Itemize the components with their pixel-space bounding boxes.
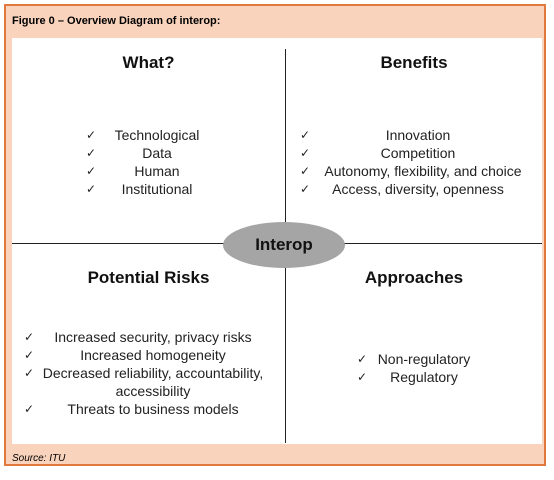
list-item: ✓ Access, diversity, openness	[300, 181, 504, 197]
check-icon: ✓	[24, 366, 35, 380]
list-item: ✓ Innovation	[300, 127, 451, 143]
list-item: ✓ Threats to business models	[24, 401, 239, 417]
list-item: ✓ Increased security, privacy risks	[24, 329, 252, 345]
check-icon: ✓	[86, 164, 97, 178]
check-icon: ✓	[300, 146, 311, 160]
check-icon: ✓	[86, 182, 97, 196]
source-note: Source: ITU	[12, 453, 66, 464]
check-icon: ✓	[300, 164, 311, 178]
check-icon: ✓	[86, 128, 97, 142]
what-list	[82, 126, 232, 198]
figure-frame	[4, 4, 546, 466]
check-icon: ✓	[24, 330, 35, 344]
risks-list	[20, 328, 272, 418]
list-item: ✓ Human	[86, 163, 180, 179]
check-icon: ✓	[357, 370, 368, 384]
check-icon: ✓	[24, 348, 35, 362]
list-item: ✓ Data	[86, 145, 172, 161]
approaches-heading: Approaches	[364, 268, 464, 287]
check-icon: ✓	[300, 182, 311, 196]
list-item: ✓ Increased homogeneity	[24, 347, 226, 363]
check-icon: ✓	[86, 146, 97, 160]
benefits-list	[296, 126, 540, 198]
figure-title: Figure 0 – Overview Diagram of interop:	[12, 15, 221, 27]
list-item: ✓ Decreased reliability, accountability, accessibility	[24, 365, 264, 399]
list-item: ✓ Autonomy, flexibility, and choice	[300, 163, 522, 179]
list-item: ✓ Competition	[300, 145, 456, 161]
what-heading: What?	[122, 53, 175, 72]
diagram-panel	[12, 38, 542, 444]
check-icon: ✓	[357, 352, 368, 366]
check-icon: ✓	[300, 128, 311, 142]
list-item: ✓ Institutional	[86, 181, 193, 197]
approaches-list	[357, 350, 477, 386]
risks-heading: Potential Risks	[87, 268, 210, 287]
list-item: ✓ Regulatory	[357, 369, 458, 385]
check-icon: ✓	[24, 402, 35, 416]
list-item: ✓ Non-regulatory	[357, 351, 471, 367]
benefits-heading: Benefits	[380, 53, 448, 72]
center-label: Interop	[255, 235, 313, 254]
list-item: ✓ Technological	[86, 127, 200, 143]
interop-ellipse	[223, 222, 345, 268]
